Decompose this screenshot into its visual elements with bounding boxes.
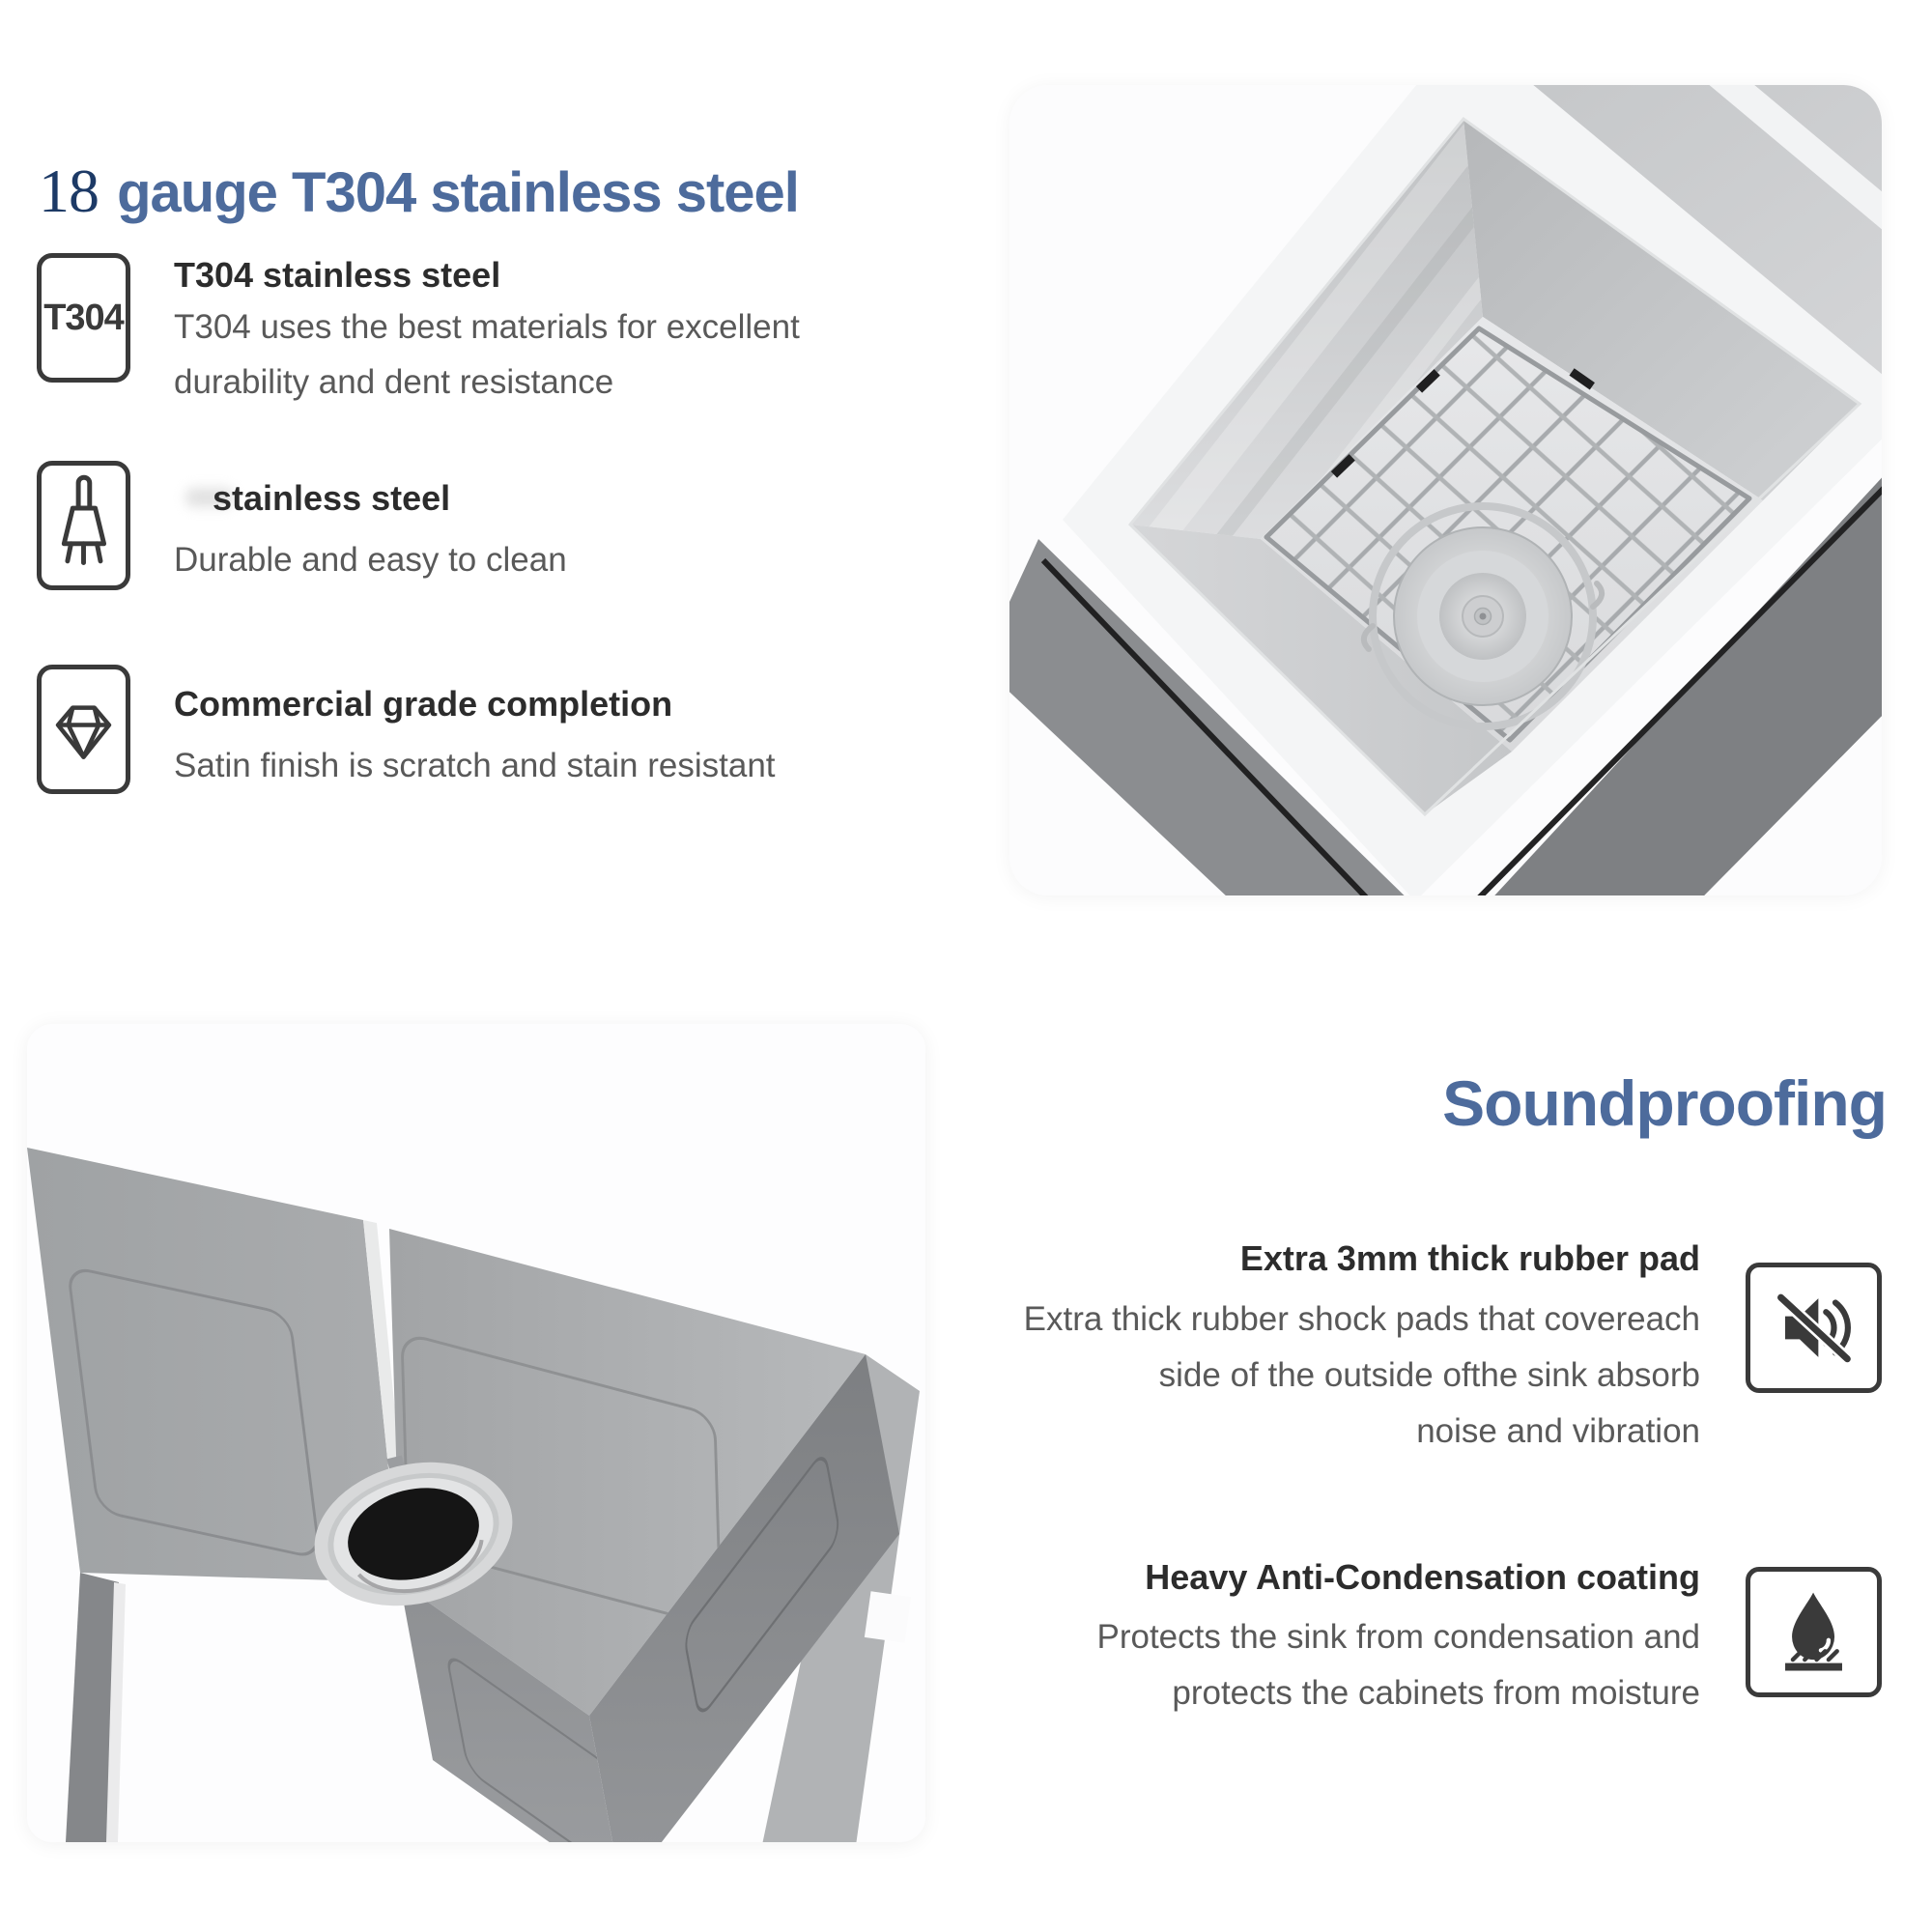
- feature-row-easy-clean: [37, 461, 1003, 635]
- feature-title: T304 stainless steel: [174, 255, 501, 295]
- t304-badge-label: T304: [43, 297, 124, 338]
- feature-desc-line: Protects the sink from condensation and: [1096, 1618, 1700, 1656]
- feature-title: stainless steel: [213, 478, 451, 518]
- section-heading-soundproofing: Soundproofing: [1442, 1067, 1887, 1139]
- water-drop-glyph: [1754, 1576, 1873, 1689]
- feature-description: [1096, 1609, 1700, 1721]
- feature-text-anti-condensation: [879, 1553, 1700, 1804]
- feature-text-easy-clean: [174, 461, 1005, 635]
- diamond-icon: [37, 665, 130, 794]
- feature-desc-line: durability and dent resistance: [174, 363, 614, 401]
- feature-desc-line: T304 uses the best materials for excellent: [174, 308, 800, 346]
- feature-text-t304: [174, 253, 1005, 427]
- sink-closeup-photo: [1009, 85, 1882, 895]
- feature-text-rubber-pad: [879, 1234, 1700, 1485]
- feature-desc-line: Extra thick rubber shock pads that covereach: [1023, 1300, 1700, 1338]
- feature-description: [174, 738, 776, 793]
- sink-closeup-illustration: [1009, 85, 1882, 895]
- feature-row-anti-condensation: [877, 1553, 1882, 1824]
- feature-desc-line: Durable and easy to clean: [174, 541, 567, 579]
- water-drop-icon: [1746, 1567, 1882, 1697]
- diamond-glyph: [42, 669, 126, 789]
- feature-description: [1024, 1292, 1700, 1460]
- speaker-muted-glyph: [1753, 1270, 1874, 1385]
- heading-gauge-number: 18: [39, 156, 99, 225]
- feature-row-t304: [37, 253, 1003, 427]
- heading-material-text: gauge T304 stainless steel: [102, 160, 799, 224]
- cleaning-brush-icon: [37, 461, 130, 590]
- sink-underside-photo: [27, 1024, 925, 1842]
- feature-title: Commercial grade completion: [174, 684, 673, 724]
- feature-description: [174, 532, 567, 587]
- strainer-basket: [1364, 506, 1602, 726]
- feature-row-finish: [37, 665, 1003, 838]
- t304-badge-icon: [37, 253, 130, 383]
- feature-title: Heavy Anti-Condensation coating: [1145, 1557, 1700, 1597]
- section-heading-material: [39, 156, 799, 227]
- sink-underside-illustration: [27, 1024, 925, 1842]
- feature-desc-line: Satin finish is scratch and stain resistant: [174, 747, 776, 784]
- cleaning-brush-glyph: [42, 466, 126, 585]
- feature-desc-line: noise and vibration: [1416, 1412, 1700, 1450]
- feature-row-rubber-pad: [877, 1234, 1882, 1504]
- feature-desc-line: protects the cabinets from moisture: [1172, 1674, 1700, 1712]
- feature-text-finish: [174, 665, 1005, 838]
- feature-description: [174, 299, 800, 410]
- feature-desc-line: side of the outside ofthe sink absorb: [1158, 1356, 1700, 1394]
- speaker-muted-icon: [1746, 1263, 1882, 1393]
- feature-title: Extra 3mm thick rubber pad: [1239, 1238, 1700, 1278]
